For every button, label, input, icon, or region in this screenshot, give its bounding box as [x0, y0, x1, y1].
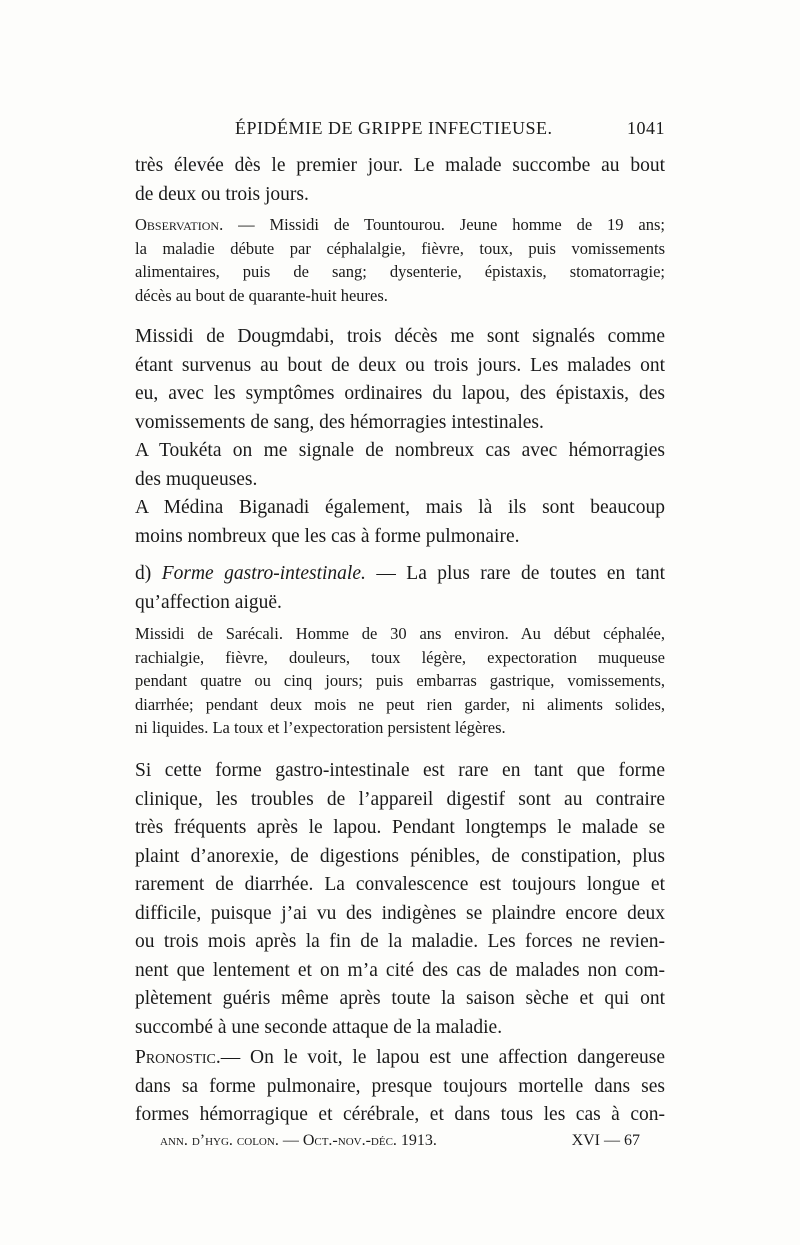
text-line: eu, avec les symptômes ordinaires du lapou, des épistaxis, des — [135, 383, 665, 404]
text-line: Missidi de Sarécali. Homme de 30 ans environ. Au début céphalée, — [135, 624, 665, 643]
text-line: pendant quatre ou cinq jours; puis embarras gastrique, vomissements, — [135, 671, 665, 690]
observation-2 — [135, 622, 665, 740]
text-line: Missidi de Dougmdabi, trois décès me sont signalés comme — [135, 326, 665, 347]
page-number: 1041 — [627, 118, 665, 138]
text-line: des muqueuses. — [135, 468, 258, 490]
text-line: très élevée dès le premier jour. Le malade succombe au bout — [135, 155, 665, 176]
observation-first-line — [135, 213, 665, 237]
footer-citation: ann. d’hyg. colon. — Oct.-nov.-déc. 1913. — [160, 1132, 437, 1149]
pronostic-label: Pronostic. — [135, 1047, 221, 1068]
text-line: ou trois mois après la fin de la maladie. Les forces ne revien- — [135, 931, 665, 952]
text-line: Si cette forme gastro-intestinale est rare en tant que forme — [135, 760, 665, 781]
text-line: nent que lentement et on m’a cité des cas de malades non com- — [135, 959, 665, 981]
paragraph-3 — [135, 757, 665, 1042]
observation-1 — [135, 213, 665, 307]
text-line: la maladie débute par céphalalgie, fièvre, toux, puis vomissements — [135, 238, 665, 258]
running-header — [135, 118, 665, 144]
running-title: ÉPIDÉMIE DE GRIPPE INFECTIEUSE. — [235, 118, 553, 138]
observation-label: Observation. — [135, 215, 224, 234]
section-prefix: d) — [135, 563, 162, 584]
text-line: très fréquents après le lapou. Pendant longtemps le malade se — [135, 817, 665, 838]
text-line: ni liquides. La toux et l’expectoration persistent légères. — [135, 718, 506, 737]
text-line: rachialgie, fièvre, douleurs, toux légère, expectoration muqueuse — [135, 647, 665, 667]
page-footer — [160, 1132, 640, 1156]
paragraph-4 — [135, 1044, 665, 1130]
text-line: plaint d’anorexie, de digestions pénibles, de constipation, plus — [135, 845, 665, 867]
text-line: qu’affection aiguë. — [135, 591, 282, 613]
text-line: plètement guéris même après toute la saison sèche et qui ont — [135, 988, 665, 1009]
text-line: difficile, puisque j’ai vu des indigènes se plaindre encore deux — [135, 902, 665, 924]
text-line: étant survenus au bout de deux ou trois jours. Les malades ont — [135, 354, 665, 376]
text-line: diarrhée; pendant deux mois ne peut rien garder, ni aliments solides, — [135, 694, 665, 714]
section-title: Forme gastro-intestinale. — [161, 563, 366, 584]
section-d-heading — [135, 560, 665, 617]
text-line: décès au bout de quarante-huit heures. — [135, 285, 388, 305]
paragraph-2 — [135, 323, 665, 551]
text-line: moins nombreux que les cas à forme pulmonaire. — [135, 525, 520, 547]
text-line: A Toukéta on me signale de nombreux cas avec hémorragies — [135, 440, 665, 461]
footer-signature: XVI — 67 — [571, 1132, 640, 1149]
text-line: clinique, les troubles de l’appareil digestif sont au contraire — [135, 788, 665, 810]
text-line: dans sa forme pulmonaire, presque toujours mortelle dans ses — [135, 1075, 665, 1097]
section-heading-line — [135, 560, 665, 589]
text-line: succombé à une seconde attaque de la maladie. — [135, 1016, 503, 1038]
section-text: — La plus rare de toutes en tant — [365, 563, 665, 584]
text-line: de deux ou trois jours. — [135, 183, 309, 205]
text-line: formes hémorragique et cérébrale, et dans tous les cas à con- — [135, 1104, 665, 1125]
observation-text: — Missidi de Tountourou. Jeune homme de 19 ans; — [223, 215, 665, 234]
pronostic-text: — On le voit, le lapou est une affection dangereuse — [220, 1047, 665, 1068]
text-line: vomissements de sang, des hémorragies intestinales. — [135, 411, 544, 433]
paragraph-1 — [135, 152, 665, 209]
text-line: A Médina Biganadi également, mais là ils sont beaucoup — [135, 497, 665, 518]
text-line: alimentaires, puis de sang; dysenterie, épistaxis, stomatorragie; — [135, 262, 665, 281]
pronostic-first-line — [135, 1044, 665, 1073]
text-line: rarement de diarrhée. La convalescence est toujours longue et — [135, 874, 665, 895]
